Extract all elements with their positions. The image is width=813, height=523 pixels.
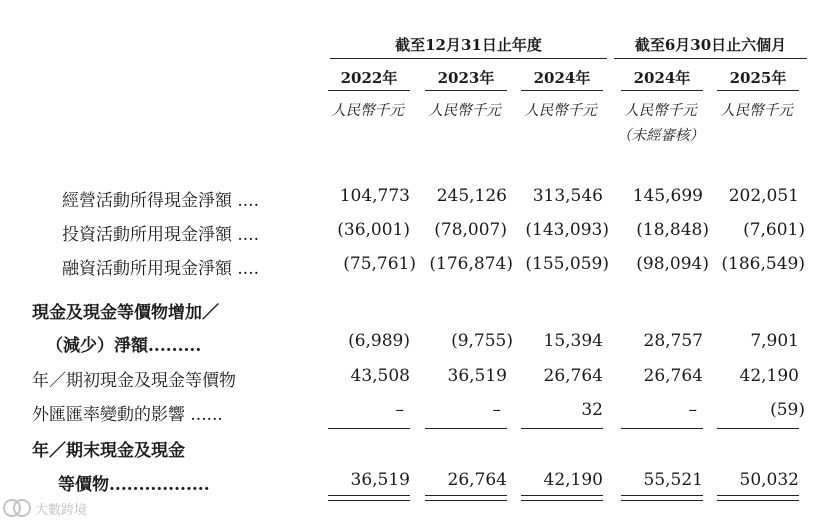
- cell-investing-2024: (143,093): [525, 220, 609, 240]
- cell-net-change-h1-2024: 28,757: [643, 331, 703, 351]
- group-header-fiscal-year-underline: [330, 58, 607, 59]
- cell-fx-effect-2023: –: [492, 400, 501, 420]
- cell-opening-cash-h1-2025: 42,190: [739, 366, 799, 386]
- cell-fx-effect-2022: –: [395, 400, 404, 420]
- group-header-six-months: 截至6月30日止六個月: [634, 36, 787, 54]
- cell-financing-2022: (75,761): [343, 254, 416, 274]
- cell-operating-h1-2024: 145,699: [632, 186, 703, 206]
- row-label-net-change-line1: 現金及現金等價物增加／: [32, 303, 219, 323]
- cell-closing-cash-h1-2024: 55,521: [643, 470, 703, 490]
- year-underline-1: [328, 90, 410, 91]
- year-header-5: 2025年: [729, 69, 787, 87]
- cell-investing-2022: (36,001): [337, 220, 410, 240]
- subtotal-rule-2: [425, 428, 507, 429]
- cell-financing-h1-2024: (98,094): [636, 254, 709, 274]
- cell-opening-cash-2024: 26,764: [543, 366, 603, 386]
- unit-label-4: 人民幣千元: [624, 103, 697, 119]
- cell-closing-cash-2022: 36,519: [350, 470, 410, 490]
- cell-operating-2023: 245,126: [436, 186, 507, 206]
- cell-operating-h1-2025: 202,051: [728, 186, 799, 206]
- year-header-2: 2023年: [437, 69, 495, 87]
- unaudited-note: （未經審核）: [617, 128, 704, 144]
- year-header-1: 2022年: [340, 69, 398, 87]
- total-double-rule-3: [521, 495, 603, 501]
- year-underline-2: [425, 90, 507, 91]
- subtotal-rule-5: [717, 428, 799, 429]
- cell-net-change-2023: (9,755): [451, 331, 513, 351]
- cell-opening-cash-2022: 43,508: [350, 366, 410, 386]
- cell-operating-2022: 104,773: [339, 186, 410, 206]
- watermark-text: 大數跨境: [35, 502, 88, 518]
- total-double-rule-4: [621, 495, 703, 501]
- cell-investing-h1-2025: (7,601): [743, 220, 805, 240]
- group-header-six-months-underline: [614, 58, 807, 59]
- cell-financing-2024: (155,059): [525, 254, 609, 274]
- year-underline-5: [717, 90, 799, 91]
- group-header-fiscal-year: 截至12月31日止年度: [395, 36, 542, 54]
- cell-investing-2023: (78,007): [434, 220, 507, 240]
- cell-net-change-2024: 15,394: [543, 331, 603, 351]
- row-label-opening-cash: 年／期初現金及現金等價物: [32, 371, 236, 391]
- year-underline-4: [621, 90, 703, 91]
- cell-closing-cash-2023: 26,764: [447, 470, 507, 490]
- total-double-rule-5: [717, 495, 799, 501]
- cell-fx-effect-h1-2025: (59): [770, 400, 805, 420]
- watermark: [2, 497, 87, 519]
- cell-opening-cash-2023: 36,519: [447, 366, 507, 386]
- year-underline-3: [521, 90, 603, 91]
- row-label-operating: 經營活動所得現金淨額 ....: [62, 191, 260, 211]
- row-label-fx-effect: 外匯匯率變動的影響 ......: [32, 405, 223, 425]
- cell-financing-h1-2025: (186,549): [721, 254, 805, 274]
- cell-opening-cash-h1-2024: 26,764: [643, 366, 703, 386]
- cell-investing-h1-2024: (18,848): [636, 220, 709, 240]
- subtotal-rule-3: [521, 428, 603, 429]
- subtotal-rule-1: [328, 428, 410, 429]
- row-label-investing: 投資活動所用現金淨額 ....: [62, 225, 260, 245]
- unit-label-5: 人民幣千元: [720, 103, 793, 119]
- cell-operating-2024: 313,546: [532, 186, 603, 206]
- total-double-rule-1: [328, 495, 410, 501]
- watermark-logo-icon: [2, 497, 32, 519]
- row-label-closing-cash-line1: 年／期末現金及現金: [32, 441, 185, 461]
- subtotal-rule-4: [621, 428, 703, 429]
- cell-fx-effect-2024: 32: [581, 400, 603, 420]
- unit-label-2: 人民幣千元: [428, 103, 501, 119]
- cell-closing-cash-h1-2025: 50,032: [739, 470, 799, 490]
- year-header-4: 2024年: [633, 69, 691, 87]
- cell-closing-cash-2024: 42,190: [543, 470, 603, 490]
- total-double-rule-2: [425, 495, 507, 501]
- row-label-net-change-line2: （減少）淨額.........: [46, 336, 202, 356]
- cell-fx-effect-h1-2024: –: [688, 400, 697, 420]
- cell-net-change-2022: (6,989): [348, 331, 410, 351]
- cell-net-change-h1-2025: 7,901: [750, 331, 799, 351]
- row-label-financing: 融資活動所用現金淨額 ....: [62, 259, 260, 279]
- unit-label-1: 人民幣千元: [331, 103, 404, 119]
- unit-label-3: 人民幣千元: [524, 103, 597, 119]
- year-header-3: 2024年: [533, 69, 591, 87]
- row-label-closing-cash-line2: 等價物.................: [58, 475, 210, 495]
- cell-financing-2023: (176,874): [429, 254, 513, 274]
